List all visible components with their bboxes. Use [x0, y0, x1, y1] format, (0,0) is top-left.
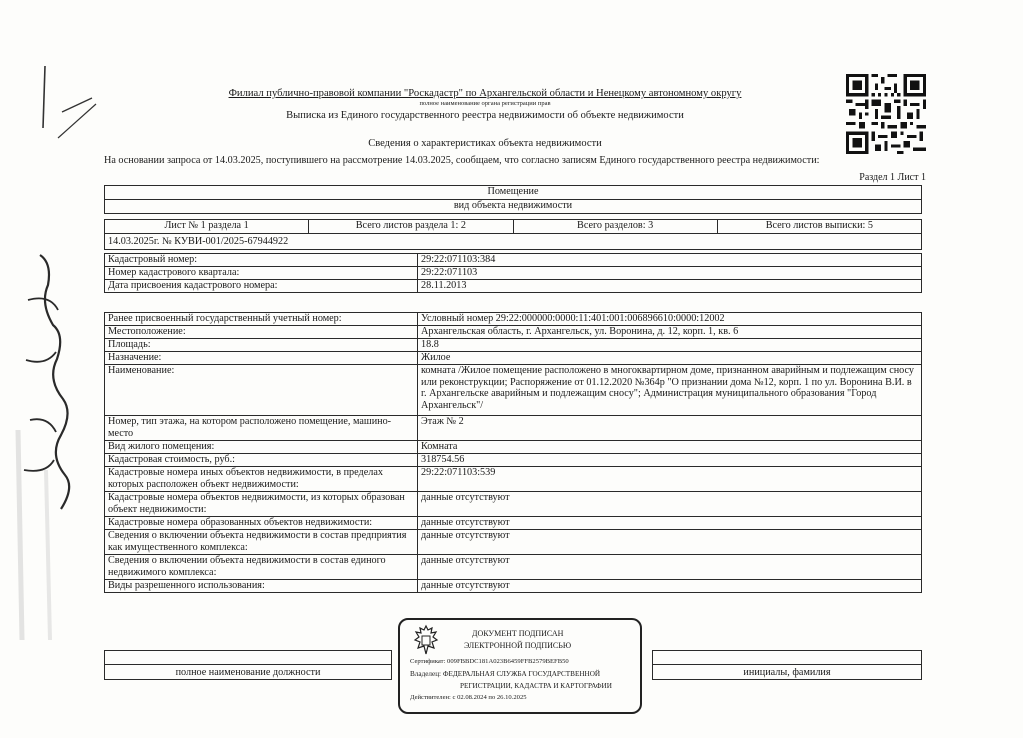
- sheet-number: Лист № 1 раздела 1: [105, 220, 309, 234]
- assignment-date-label: Дата присвоения кадастрового номера:: [105, 280, 418, 293]
- detail-value: Архангельская область, г. Архангельск, ул. Воронина, д. 12, корп. 1, кв. 6: [418, 326, 922, 339]
- organization-caption: полное наименование органа регистрации прав: [419, 100, 551, 107]
- stamp-title: ДОКУМЕНТ ПОДПИСАН: [472, 629, 564, 638]
- detail-label: Кадастровые номера объектов недвижимости, из которых образован объект недвижимости:: [105, 492, 418, 517]
- cadastral-number-value: 29:22:071103:384: [418, 254, 922, 267]
- organization-name: Филиал публично-правовой компании "Роскадастр" по Архангельской области и Ненецкому автономному округу: [228, 88, 742, 99]
- electronic-signature-stamp: [398, 618, 642, 714]
- document-title: Выписка из Единого государственного реестра недвижимости об объекте недвижимости: [286, 110, 684, 121]
- detail-value: Условный номер 29:22:000000:0000:11:401:001:006896610:0000:12002: [418, 313, 922, 326]
- detail-label: Сведения о включении объекта недвижимости в состав предприятия как имущественного комплекса:: [105, 530, 418, 555]
- detail-value: Комната: [418, 441, 922, 454]
- object-type-caption: вид объекта недвижимости: [105, 200, 922, 214]
- qr-code-icon: [846, 74, 926, 154]
- detail-label: Номер, тип этажа, на котором расположено помещение, машино-место: [105, 416, 418, 441]
- object-type: Помещение: [105, 186, 922, 200]
- detail-value: Жилое: [418, 352, 922, 365]
- basic-info-table: [104, 253, 922, 293]
- detail-value: данные отсутствуют: [418, 492, 922, 517]
- detail-label: Кадастровая стоимость, руб.:: [105, 454, 418, 467]
- section-sheet-label: Раздел 1 Лист 1: [859, 172, 926, 183]
- object-type-table: [104, 185, 922, 250]
- detail-label: Сведения о включении объекта недвижимости в состав единого недвижимого комплекса:: [105, 555, 418, 580]
- detail-value: данные отсутствуют: [418, 580, 922, 593]
- document-subtitle: Сведения о характеристиках объекта недвижимости: [368, 138, 602, 149]
- document-number: 14.03.2025г. № КУВИ-001/2025-67944922: [105, 234, 922, 250]
- sheets-total: Всего листов выписки: 5: [717, 220, 921, 234]
- detail-label: Вид жилого помещения:: [105, 441, 418, 454]
- detail-label: Наименование:: [105, 365, 418, 416]
- detail-value: данные отсутствуют: [418, 517, 922, 530]
- detail-label: Кадастровые номера иных объектов недвижимости, в пределах которых расположен объект недвижимости:: [105, 467, 418, 492]
- cadastral-number-label: Кадастровый номер:: [105, 254, 418, 267]
- detail-label: Ранее присвоенный государственный учетный номер:: [105, 313, 418, 326]
- stamp-certificate: Сертификат: 009FBBDC181A023B6459FFB2579BEFB50: [410, 658, 569, 665]
- detail-value: данные отсутствуют: [418, 530, 922, 555]
- sections-total: Всего разделов: 3: [513, 220, 717, 234]
- position-cell: [105, 651, 392, 665]
- detail-value: 318754.56: [418, 454, 922, 467]
- detail-value: 18.8: [418, 339, 922, 352]
- detail-label: Виды разрешенного использования:: [105, 580, 418, 593]
- handwritten-signature: [0, 0, 100, 700]
- detail-label: Назначение:: [105, 352, 418, 365]
- detail-label: Кадастровые номера образованных объектов недвижимости:: [105, 517, 418, 530]
- details-table: [104, 312, 922, 593]
- detail-value: 29:22:071103:539: [418, 467, 922, 492]
- detail-label: Площадь:: [105, 339, 418, 352]
- stamp-subtitle: ЭЛЕКТРОННОЙ ПОДПИСЬЮ: [464, 641, 572, 650]
- coat-of-arms-icon: [412, 624, 440, 658]
- name-cell: [653, 651, 922, 665]
- detail-label: Местоположение:: [105, 326, 418, 339]
- assignment-date-value: 28.11.2013: [418, 280, 922, 293]
- sheets-in-section: Всего листов раздела 1: 2: [309, 220, 513, 234]
- stamp-validity: Действителен: с 02.08.2024 по 26.10.2025: [410, 694, 527, 701]
- detail-value: данные отсутствуют: [418, 555, 922, 580]
- position-caption: полное наименование должности: [105, 665, 392, 680]
- stamp-owner: Владелец: ФЕДЕРАЛЬНАЯ СЛУЖБА ГОСУДАРСТВЕННОЙ: [410, 670, 601, 678]
- name-caption: инициалы, фамилия: [653, 665, 922, 680]
- detail-value: комната /Жилое помещение расположено в многоквартирном доме, признанном аварийным и подлежащим сносу или реконструкции; Распоряжение от 01.12.2020 №364р "О признании дома №12, корп. 1 по ул. Воронина В.И. в г. Архангельске аварийным и подлежащим сносу"; Администрация муниципального образования "Город Архангельск"/: [418, 365, 922, 416]
- detail-value: Этаж № 2: [418, 416, 922, 441]
- cadastral-quarter-label: Номер кадастрового квартала:: [105, 267, 418, 280]
- stamp-owner-cont: РЕГИСТРАЦИИ, КАДАСТРА И КАРТОГРАФИИ: [460, 682, 612, 690]
- cadastral-quarter-value: 29:22:071103: [418, 267, 922, 280]
- request-basis: На основании запроса от 14.03.2025, поступившего на рассмотрение 14.03.2025, сообщаем, что согласно записям Единого государственного реестра недвижимости:: [104, 155, 820, 166]
